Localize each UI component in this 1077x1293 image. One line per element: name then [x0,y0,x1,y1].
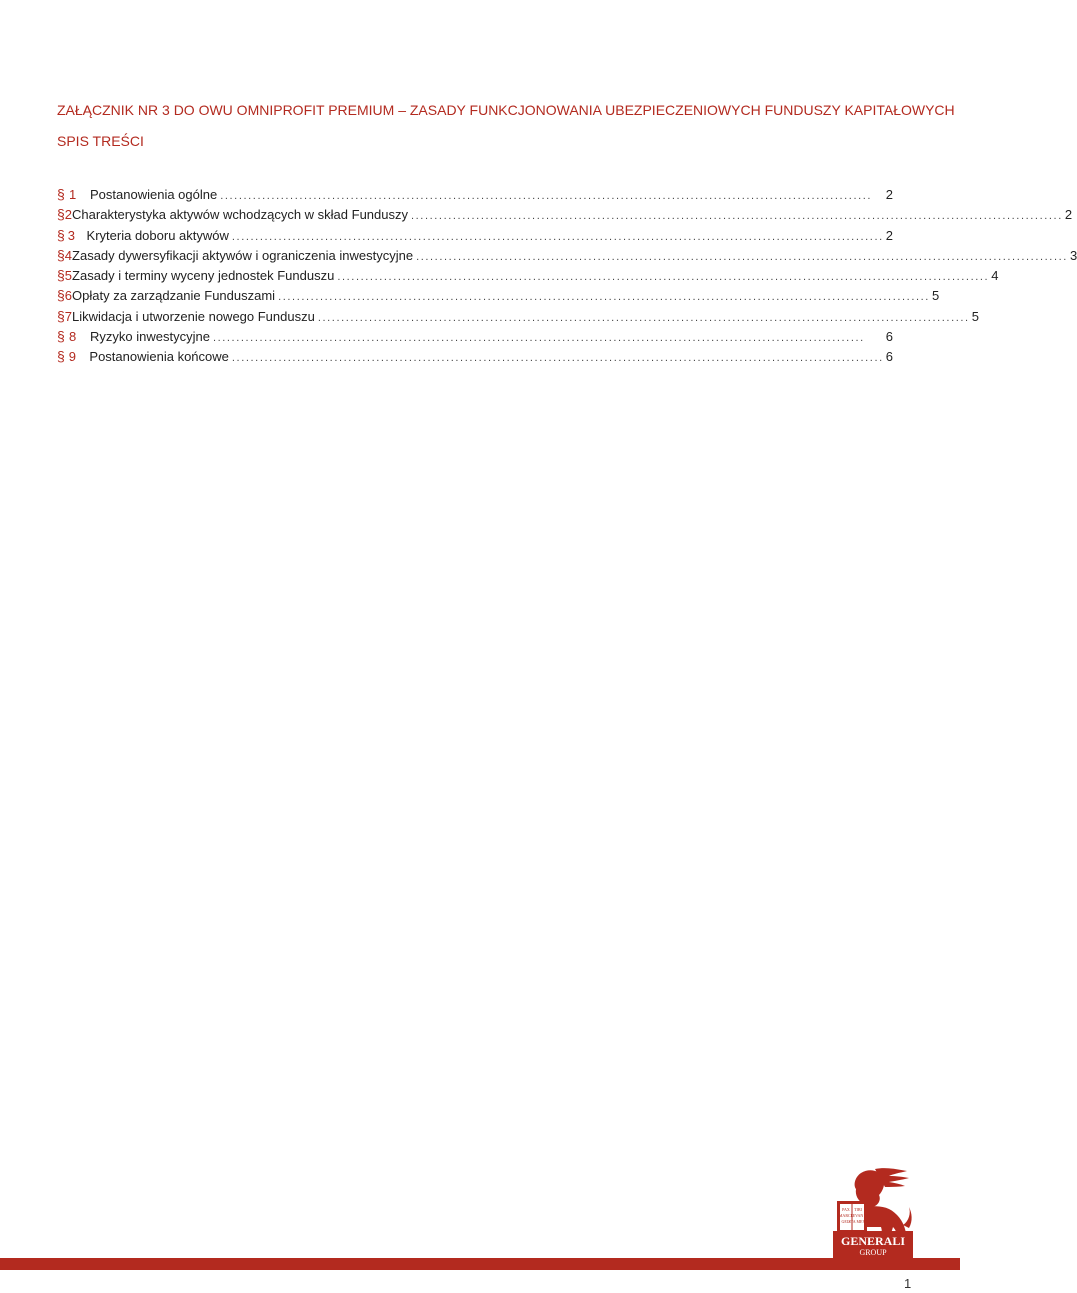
toc-label: Postanowienia ogólne [90,187,218,202]
document-title: ZAŁĄCZNIK NR 3 DO OWU OMNIPROFIT PREMIUM – ZASADY FUNKCJONOWANIA UBEZPIECZENIOWYCH FUNDUSZY KAPITAŁOWYCH [57,102,955,118]
toc-label: Zasady i terminy wyceny jednostek Funduszu [72,268,335,284]
section-sign: § [57,206,65,223]
dot-leader: ............................................................................................................................................ [231,230,884,243]
toc-entry[interactable] [57,225,893,245]
toc-entry[interactable] [57,346,893,366]
generali-logo [833,1165,913,1258]
section-sign: § [57,328,65,345]
section-number: 7 [64,308,73,324]
toc-page: 4 [991,268,999,284]
toc-page: 3 [1069,247,1077,263]
book-text: STA MEVS [848,1219,868,1224]
toc-label: Charakterystyka aktywów wchodzących w skład Funduszy [72,207,408,223]
page-number: 1 [904,1276,912,1291]
toc-entry[interactable] [57,245,1077,265]
section-number: 8 [69,329,77,345]
toc-entry[interactable] [57,285,940,305]
section-sign: § [57,287,65,304]
toc-label: Zasady dywersyfikacji aktywów i ograniczenia inwestycyjne [72,247,414,263]
toc-page: 6 [885,329,893,345]
book-text: EVAN [852,1213,864,1218]
toc-label: Ryzyko inwestycyjne [90,329,210,345]
section-number: 5 [64,268,73,284]
toc-page: 5 [931,288,940,304]
dot-leader: ............................................................................................................................................ [278,291,930,304]
logo-group: GROUP [859,1248,887,1257]
dot-leader: ............................................................................................................................................ [231,352,884,365]
dot-leader: ............................................................................................................................................ [337,271,990,284]
toc-page: 2 [885,187,893,202]
toc-page: 5 [971,308,979,324]
toc-label: Kryteria doboru aktywów [86,227,229,243]
book-text: GELI [841,1219,851,1224]
section-sign: § [57,226,65,243]
section-number: 9 [68,349,77,365]
table-of-contents [57,184,1077,367]
section-number: 6 [64,288,73,304]
toc-page: 6 [885,349,893,365]
section-sign: § [57,186,65,202]
toc-heading: SPIS TREŚCI [57,133,144,149]
section-sign: § [57,307,65,324]
toc-label: Opłaty za zarządzanie Funduszami [72,288,276,304]
toc-label: Postanowienia końcowe [89,349,229,365]
logo-brand: GENERALI [840,1234,906,1248]
section-number: 2 [64,207,73,223]
toc-entry[interactable] [57,184,893,204]
dot-leader: ............................................................................................................................................ [220,190,873,202]
book-text: PAX [842,1207,850,1212]
dot-leader: ............................................................................................................................................ [317,311,970,324]
toc-entry[interactable] [57,326,893,346]
book-text: MARCE [838,1213,854,1218]
dot-leader: ............................................................................................................................................ [416,250,1068,263]
toc-label: Likwidacja i utworzenie nowego Funduszu [72,308,315,324]
section-sign: § [57,246,65,263]
dot-leader: ............................................................................................................................................ [411,210,1063,223]
toc-entry[interactable] [57,265,999,285]
section-number: 4 [64,247,73,263]
toc-page: 2 [1064,207,1073,223]
section-sign: § [57,348,65,365]
book-text: TIBI [854,1207,862,1212]
toc-entry[interactable] [57,204,1073,224]
section-number: 1 [69,187,77,202]
toc-page: 2 [885,227,893,243]
section-number: 3 [67,227,75,243]
toc-entry[interactable] [57,306,979,326]
section-sign: § [57,267,65,284]
dot-leader: ............................................................................................................................................ [212,332,865,345]
footer-bar [0,1258,960,1270]
